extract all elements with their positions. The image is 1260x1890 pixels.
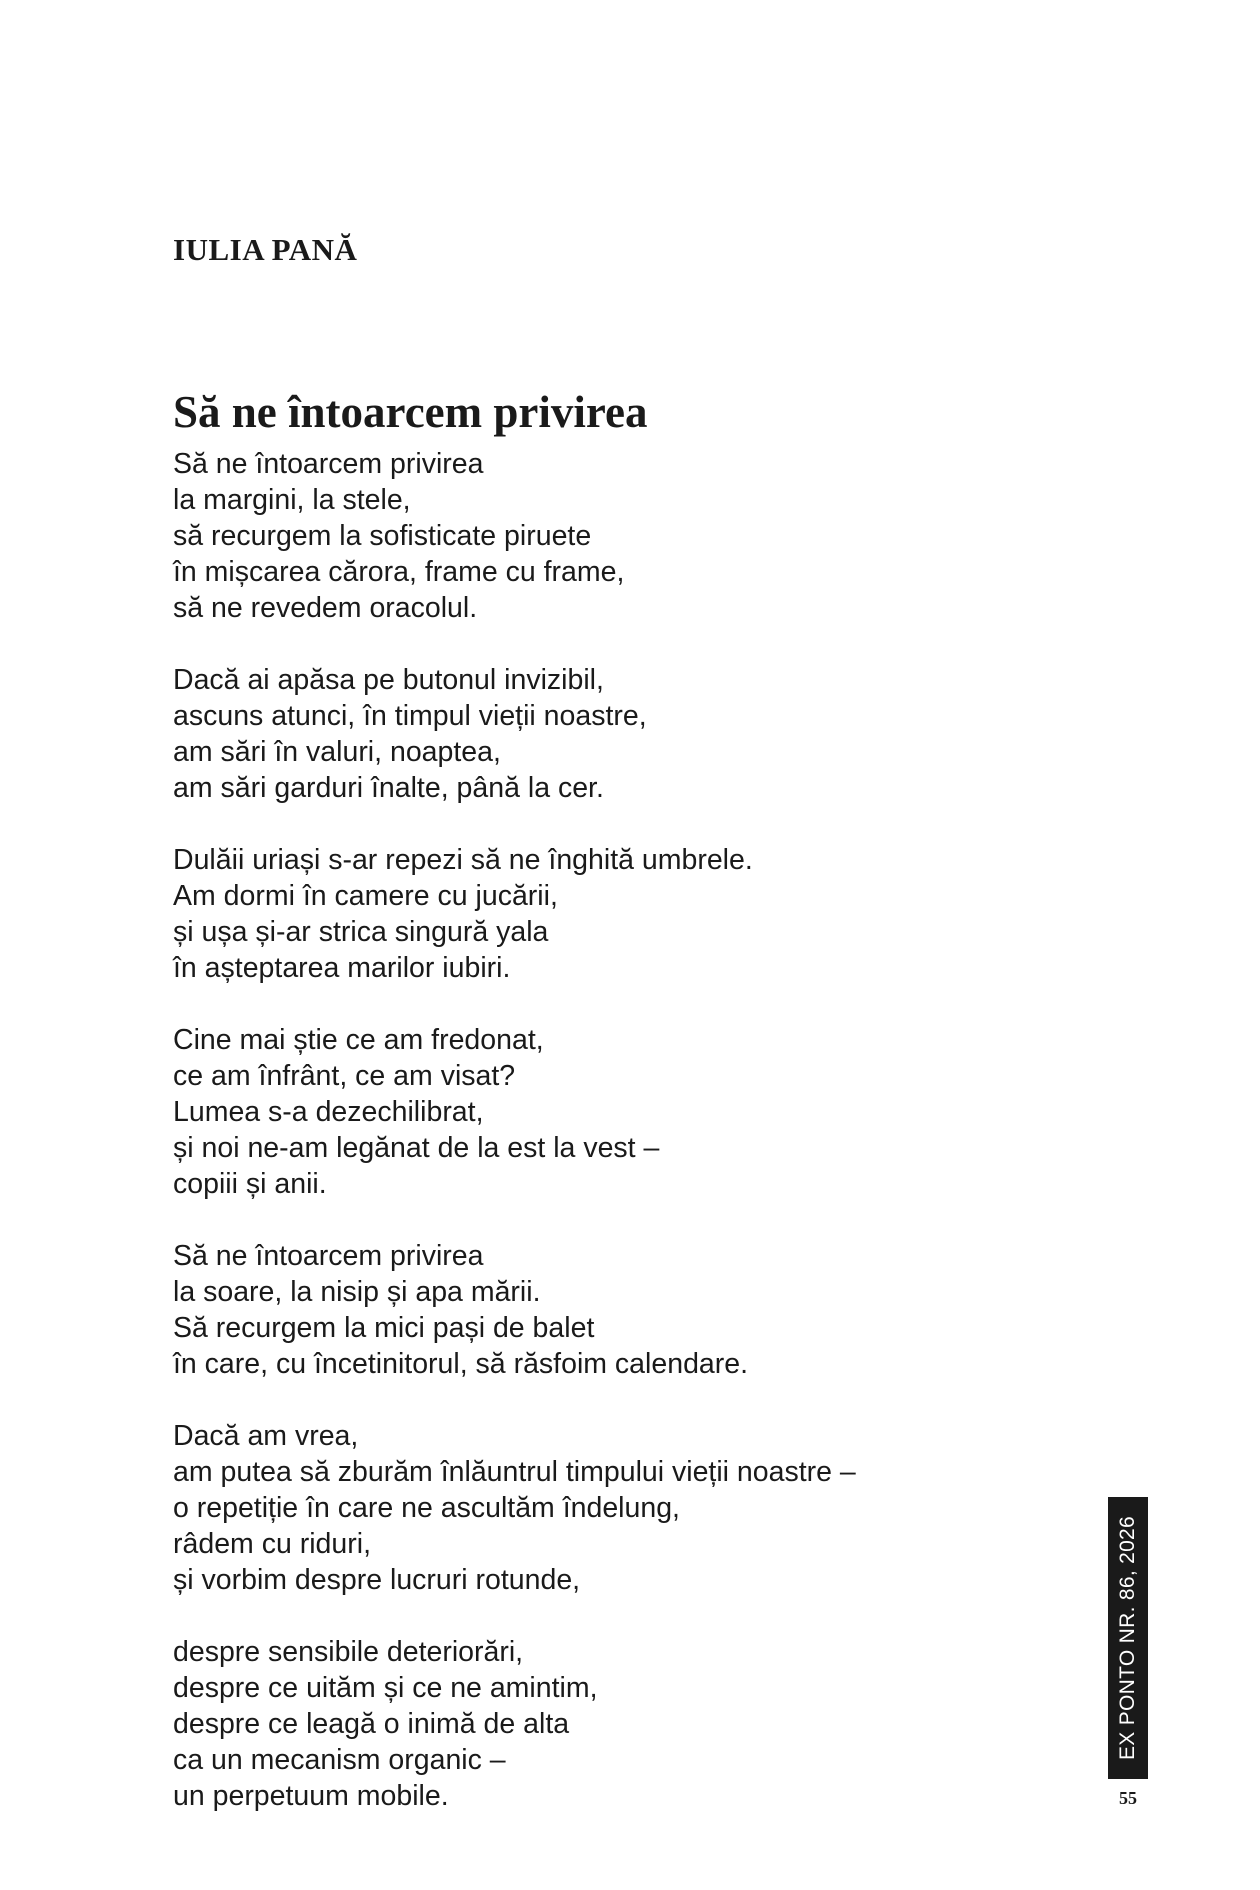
poem-line: Să ne întoarcem privirea [173, 448, 484, 480]
poem-line: Să ne întoarcem privirea [173, 1240, 484, 1272]
poem-line: copiii și anii. [173, 1168, 327, 1200]
poem-line: am putea să zburăm înlăuntrul timpului vieții noastre – [173, 1456, 856, 1488]
poem-stanza [173, 1022, 993, 1202]
poem-line: Cine mai știe ce am fredonat, [173, 1024, 544, 1056]
poem-line: despre ce leagă o inimă de alta [173, 1708, 570, 1740]
poem-stanza [173, 446, 993, 626]
page-number: 55 [1119, 1788, 1137, 1808]
poem-line: în așteptarea marilor iubiri. [173, 952, 511, 984]
journal-issue-tab [1108, 1497, 1148, 1779]
poem-line: ascuns atunci, în timpul vieții noastre, [173, 700, 647, 732]
poem-line: Să recurgem la mici pași de balet [173, 1312, 595, 1344]
poem-line: în care, cu încetinitorul, să răsfoim calendare. [173, 1348, 749, 1380]
poem-line: la margini, la stele, [173, 484, 411, 516]
poem-line: ca un mecanism organic – [173, 1744, 506, 1776]
poem-line: Lumea s-a dezechilibrat, [173, 1096, 484, 1128]
poem-line: o repetiție în care ne ascultăm îndelung, [173, 1492, 680, 1524]
poem-line: despre ce uităm și ce ne amintim, [173, 1672, 598, 1704]
poem-line: în mișcarea cărora, frame cu frame, [173, 556, 625, 588]
poem-body [173, 446, 993, 1850]
poem-line: la soare, la nisip și apa mării. [173, 1276, 541, 1308]
poem-line: și noi ne-am legănat de la est la vest – [173, 1132, 660, 1164]
poem-line: Am dormi în camere cu jucării, [173, 880, 558, 912]
poem-stanza [173, 1634, 993, 1814]
poem-line: să ne revedem oracolul. [173, 592, 478, 624]
poem-line: și ușa și-ar strica singură yala [173, 916, 549, 948]
author-name: IULIA PANĂ [173, 232, 358, 267]
poem-line: și vorbim despre lucruri rotunde, [173, 1564, 581, 1596]
poem-line: am sări în valuri, noaptea, [173, 736, 501, 768]
poem-line: despre sensibile deteriorări, [173, 1636, 524, 1668]
poem-title: Să ne întoarcem privirea [173, 387, 648, 437]
poem-line: Dulăii uriași s-ar repezi să ne înghită umbrele. [173, 844, 753, 876]
poem-line: un perpetuum mobile. [173, 1780, 449, 1812]
poem-line: râdem cu riduri, [173, 1528, 371, 1560]
poem-line: Dacă ai apăsa pe butonul invizibil, [173, 664, 604, 696]
poem-line: am sări garduri înalte, până la cer. [173, 772, 604, 804]
poem-stanza [173, 842, 993, 986]
poem-line: să recurgem la sofisticate piruete [173, 520, 592, 552]
poem-stanza [173, 1238, 993, 1382]
poem-line: Dacă am vrea, [173, 1420, 359, 1452]
poem-stanza [173, 662, 993, 806]
journal-issue-label: EX PONTO NR. 86, 2026 [1116, 1515, 1139, 1761]
poem-line: ce am înfrânt, ce am visat? [173, 1060, 516, 1092]
poem-stanza [173, 1418, 993, 1598]
